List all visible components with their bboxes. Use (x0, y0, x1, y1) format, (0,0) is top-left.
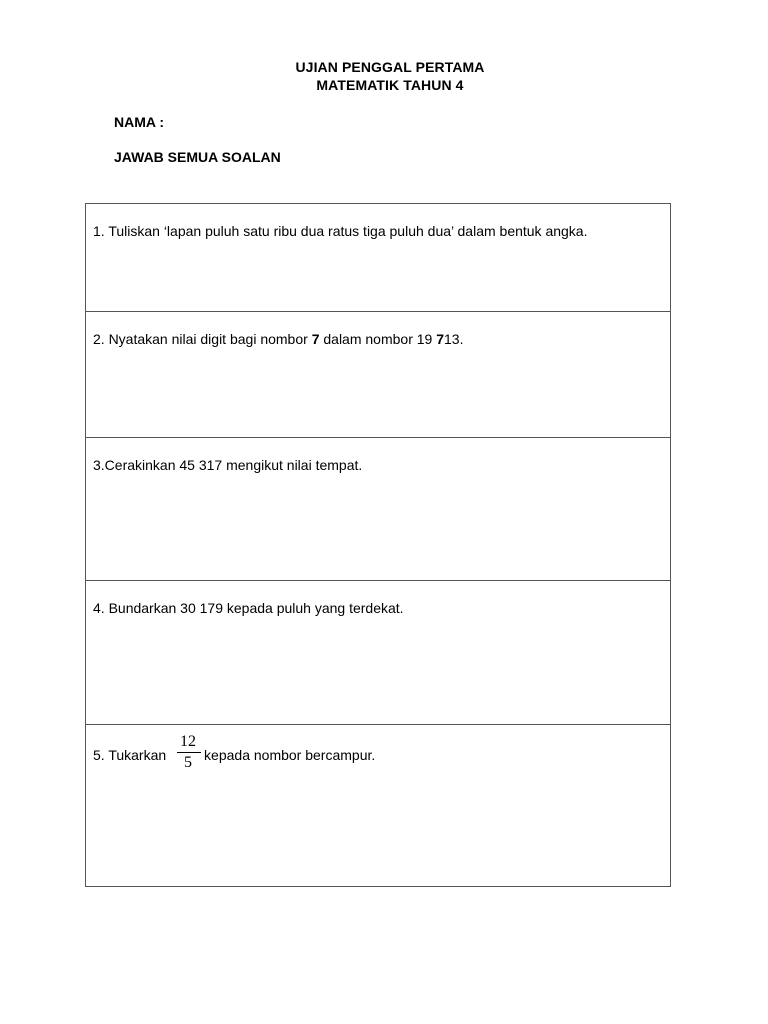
question-row-2 (86, 312, 670, 438)
exam-title: UJIAN PENGGAL PERTAMA (295, 59, 485, 75)
exam-subtitle: MATEMATIK TAHUN 4 (316, 77, 464, 93)
question-table (85, 203, 671, 887)
question-row-5 (86, 725, 670, 887)
question-2-number-bold-digit: 7 (436, 331, 445, 347)
question-2-part-b: dalam nombor 19 (319, 331, 437, 347)
fraction-numerator: 12 (180, 733, 197, 750)
question-row-1 (86, 204, 670, 312)
question-5-part-a: 5. Tukarkan (93, 747, 171, 763)
question-row-3 (86, 438, 670, 581)
question-2-digit-bold: 7 (311, 331, 320, 347)
fraction-bar (177, 752, 201, 753)
question-2-text (93, 331, 463, 347)
question-1-text: 1. Tuliskan ‘lapan puluh satu ribu dua ratus tiga puluh dua’ dalam bentuk angka. (93, 223, 588, 239)
instruction-text: JAWAB SEMUA SOALAN (114, 149, 281, 165)
question-2-part-c: 13. (444, 331, 464, 347)
question-4-text: 4. Bundarkan 30 179 kepada puluh yang terdekat. (93, 600, 404, 616)
question-row-4 (86, 581, 670, 725)
question-5-part-b: kepada nombor bercampur. (204, 747, 376, 763)
question-5-text (93, 733, 376, 771)
question-2-part-a: 2. Nyatakan nilai digit bagi nombor (93, 331, 312, 347)
question-3-text: 3.Cerakinkan 45 317 mengikut nilai tempat. (93, 457, 363, 473)
fraction (170, 733, 204, 771)
fraction-denominator: 5 (184, 754, 193, 771)
name-label: NAMA : (114, 114, 165, 130)
